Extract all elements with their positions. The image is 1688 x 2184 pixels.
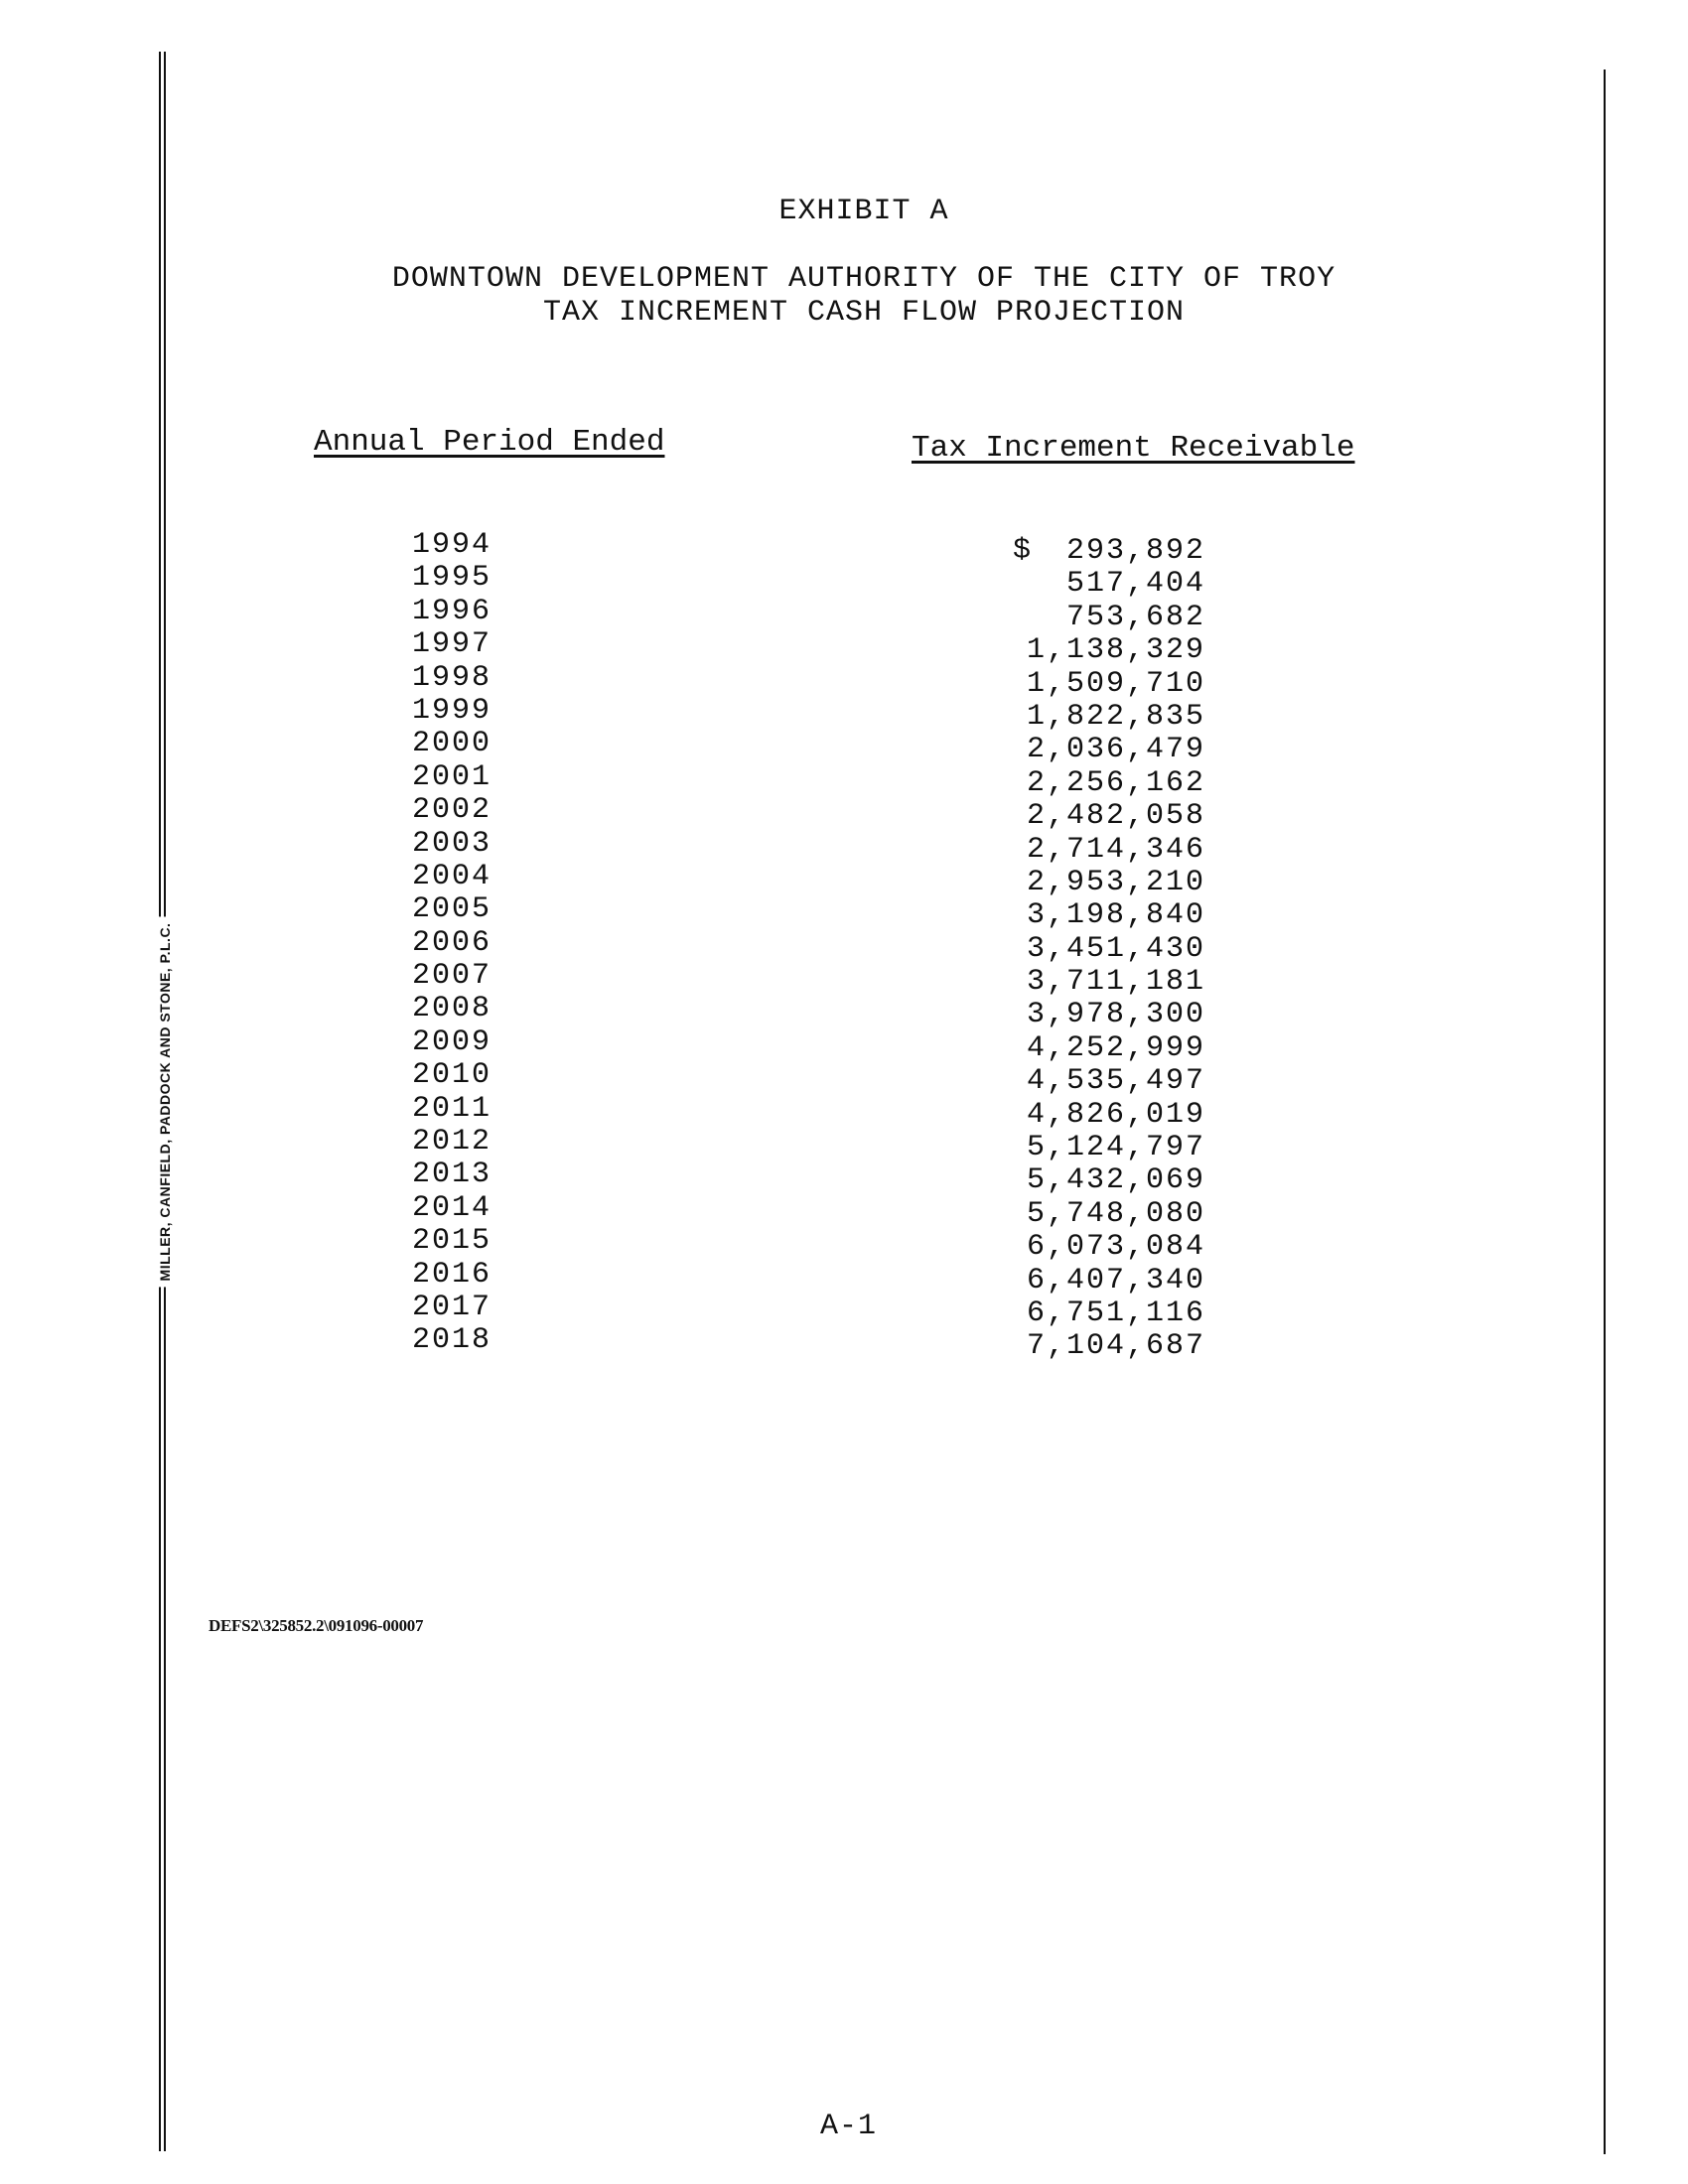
receivable-amount: 4,535,497 xyxy=(1026,1064,1205,1099)
receivable-amount: 2,036,479 xyxy=(1026,733,1205,767)
table-row xyxy=(0,727,1688,767)
receivable-amount: 5,748,080 xyxy=(1026,1196,1205,1231)
period-year: 2004 xyxy=(412,859,492,893)
receivable-amount: 517,404 xyxy=(1065,567,1205,602)
table-row xyxy=(0,759,1688,800)
table-row xyxy=(0,1323,1688,1364)
period-year: 1996 xyxy=(412,594,492,628)
period-year: 2014 xyxy=(412,1190,492,1225)
exhibit-title: EXHIBIT A xyxy=(778,195,949,228)
period-year: 1997 xyxy=(412,627,492,662)
table-row xyxy=(0,693,1688,734)
period-year: 1998 xyxy=(412,660,492,695)
receivable-amount: 6,407,340 xyxy=(1026,1263,1205,1297)
receivable-amount: 4,826,019 xyxy=(1026,1097,1205,1132)
table-row xyxy=(0,1158,1688,1198)
period-year: 2016 xyxy=(412,1257,492,1292)
period-year: 2009 xyxy=(412,1024,492,1059)
period-year: 2000 xyxy=(412,727,492,761)
receivable-amount: 6,073,084 xyxy=(1026,1230,1205,1265)
table-row xyxy=(0,594,1688,634)
receivable-amount: 753,682 xyxy=(1065,600,1205,634)
table-row xyxy=(0,1257,1688,1297)
period-year: 2008 xyxy=(412,992,492,1026)
receivable-amount: 4,252,999 xyxy=(1026,1030,1205,1065)
period-year: 2007 xyxy=(412,959,492,994)
receivable-amount: 6,751,116 xyxy=(1026,1296,1205,1330)
receivable-amount: 2,714,346 xyxy=(1026,832,1205,867)
receivable-amount: 3,978,300 xyxy=(1026,998,1205,1032)
period-year: 2002 xyxy=(412,793,492,828)
receivable-amount: 3,711,181 xyxy=(1026,965,1205,1000)
column-header-receivable: Tax Increment Receivable xyxy=(912,431,1355,466)
period-year: 2003 xyxy=(412,826,492,861)
document-id: DEFS2\325852.2\091096-00007 xyxy=(209,1616,424,1635)
law-firm-side-text: MILLER, CANFIELD, PADDOCK AND STONE, P.L.C. xyxy=(157,917,173,1288)
table-row xyxy=(0,826,1688,867)
table-row xyxy=(0,1224,1688,1265)
period-year: 2013 xyxy=(412,1158,492,1192)
table-row xyxy=(0,925,1688,966)
receivable-amount: 3,451,430 xyxy=(1026,931,1205,966)
table-row xyxy=(0,1290,1688,1330)
table-row xyxy=(0,627,1688,668)
page-number: A-1 xyxy=(820,2110,878,2143)
period-year: 1995 xyxy=(412,561,492,596)
period-year: 2006 xyxy=(412,925,492,960)
table-row xyxy=(0,1190,1688,1231)
receivable-amount: 7,104,687 xyxy=(1026,1329,1205,1364)
table-row xyxy=(0,660,1688,701)
table-row xyxy=(0,959,1688,1000)
heading-line-1: DOWNTOWN DEVELOPMENT AUTHORITY OF THE CITY OF TROY xyxy=(391,262,1336,296)
receivable-amount: 2,256,162 xyxy=(1026,765,1205,800)
receivable-amount: 2,482,058 xyxy=(1026,799,1205,834)
receivable-amount: 1,822,835 xyxy=(1026,699,1205,734)
period-year: 2017 xyxy=(412,1290,492,1324)
period-year: 1999 xyxy=(412,693,492,728)
column-header-period: Annual Period Ended xyxy=(314,425,665,460)
table-row xyxy=(0,1125,1688,1165)
table-row xyxy=(0,561,1688,602)
period-year: 2010 xyxy=(412,1058,492,1093)
receivable-amount: 2,953,210 xyxy=(1026,865,1205,899)
table-row xyxy=(0,992,1688,1032)
period-year: 2011 xyxy=(412,1091,492,1126)
receivable-amount: 5,432,069 xyxy=(1026,1163,1205,1198)
table-row xyxy=(0,1091,1688,1132)
period-year: 2018 xyxy=(412,1323,492,1358)
receivable-amount: 1,138,329 xyxy=(1026,633,1205,668)
table-row xyxy=(0,528,1688,568)
period-year: 1994 xyxy=(412,528,492,562)
cash-flow-table xyxy=(0,528,1688,1364)
currency-symbol: $ xyxy=(1013,534,1034,568)
heading-line-2: TAX INCREMENT CASH FLOW PROJECTION xyxy=(542,296,1186,330)
receivable-amount: 1,509,710 xyxy=(1026,666,1205,701)
table-row xyxy=(0,859,1688,899)
period-year: 2001 xyxy=(412,759,492,794)
receivable-amount: 5,124,797 xyxy=(1026,1131,1205,1165)
table-row xyxy=(0,1024,1688,1065)
receivable-amount: 293,892 xyxy=(1065,534,1205,568)
period-year: 2015 xyxy=(412,1224,492,1259)
period-year: 2005 xyxy=(412,892,492,927)
table-row xyxy=(0,892,1688,933)
period-year: 2012 xyxy=(412,1125,492,1160)
receivable-amount: 3,198,840 xyxy=(1026,898,1205,933)
table-row xyxy=(0,793,1688,834)
table-row xyxy=(0,1058,1688,1099)
